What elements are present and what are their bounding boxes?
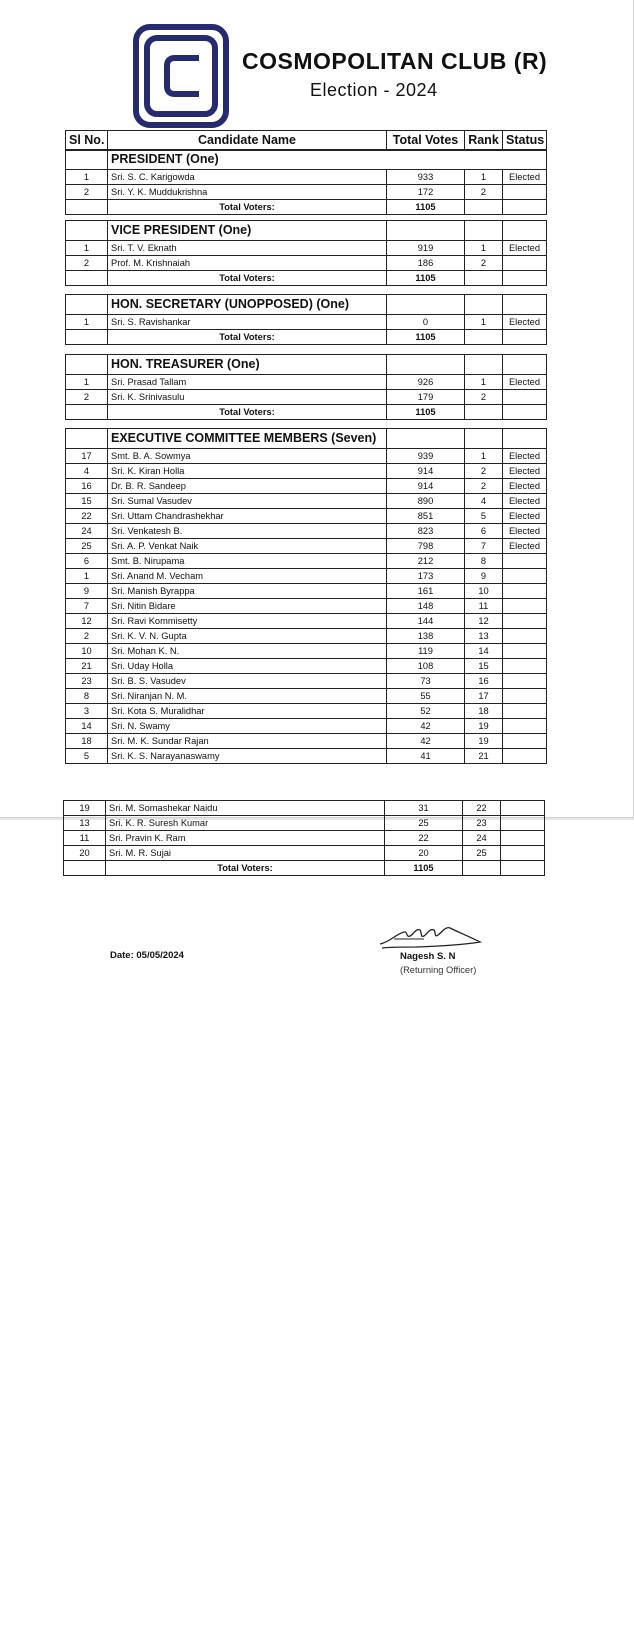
election-title: Election - 2024 [310,80,438,100]
candidate-row [66,569,547,584]
sl-no-cell: 1 [66,315,108,330]
sl-no-cell: 8 [66,689,108,704]
total-voters-row [66,330,547,345]
status-cell [503,390,547,405]
status-cell [503,584,547,599]
rank-cell: 6 [465,524,503,539]
candidate-name-cell: Smt. B. A. Sowmya [108,449,387,464]
candidate-row [66,524,547,539]
candidate-row [66,464,547,479]
total-votes-cell: 933 [387,170,465,185]
candidate-name-cell: Sri. Niranjan N. M. [108,689,387,704]
total-voters-row [66,405,547,420]
candidate-name-cell: Sri. Venkatesh B. [108,524,387,539]
status-cell [503,185,547,200]
status-cell: Elected [503,479,547,494]
candidate-name-cell: Sri. K. Srinivasulu [108,390,387,405]
candidate-name-cell: Sri. Uday Holla [108,659,387,674]
sl-no-cell: 16 [66,479,108,494]
rank-cell: 5 [465,509,503,524]
candidate-name-cell: Sri. Uttam Chandrashekhar [108,509,387,524]
sl-no-cell: 19 [64,801,106,816]
status-cell [503,554,547,569]
status-cell [503,599,547,614]
total-voters-row [64,861,545,876]
total-votes-cell: 890 [387,494,465,509]
sl-no-cell: 5 [66,749,108,764]
total-votes-cell: 22 [385,831,463,846]
rank-cell: 2 [465,464,503,479]
sl-no-cell: 20 [64,846,106,861]
rank-cell: 10 [465,584,503,599]
rank-cell: 19 [465,719,503,734]
candidate-row [66,749,547,764]
total-votes-cell: 108 [387,659,465,674]
candidate-row [66,375,547,390]
total-votes-cell: 42 [387,734,465,749]
rank-cell: 23 [463,816,501,831]
total-voters-value: 1105 [385,861,463,876]
section-table [65,294,547,345]
sl-no-cell: 18 [66,734,108,749]
total-votes-cell: 55 [387,689,465,704]
section-title-row [66,429,547,449]
rank-cell: 24 [463,831,501,846]
empty-cell [66,355,108,375]
total-voters-row [66,271,547,286]
rank-cell: 19 [465,734,503,749]
empty-cell [465,295,503,315]
status-cell: Elected [503,449,547,464]
candidate-name-cell: Dr. B. R. Sandeep [108,479,387,494]
total-voters-label: Total Voters: [108,405,387,420]
status-cell [503,614,547,629]
rank-cell: 2 [465,185,503,200]
empty-cell [64,861,106,876]
candidate-row [66,704,547,719]
candidate-row [64,846,545,861]
status-cell [503,659,547,674]
status-cell: Elected [503,464,547,479]
candidate-name-cell: Sri. Prasad Tallam [108,375,387,390]
total-votes-cell: 172 [387,185,465,200]
section-title-row [66,295,547,315]
sl-no-cell: 2 [66,390,108,405]
sl-no-cell: 22 [66,509,108,524]
candidate-name-cell: Sri. A. P. Venkat Naik [108,539,387,554]
col-rank: Rank [465,131,503,151]
empty-cell [503,295,547,315]
total-votes-cell: 851 [387,509,465,524]
total-votes-cell: 186 [387,256,465,271]
section-table [65,220,547,286]
candidate-row [66,449,547,464]
sl-no-cell: 10 [66,644,108,659]
empty-cell [465,405,503,420]
total-votes-cell: 0 [387,315,465,330]
sl-no-cell: 6 [66,554,108,569]
candidate-name-cell: Sri. B. S. Vasudev [108,674,387,689]
status-cell [503,719,547,734]
candidate-row [66,170,547,185]
candidate-row [66,674,547,689]
candidate-name-cell: Prof. M. Krishnaiah [108,256,387,271]
status-cell [503,749,547,764]
col-candidate-name: Candidate Name [108,131,387,151]
status-cell [503,689,547,704]
executive-table [65,428,547,764]
sl-no-cell: 1 [66,375,108,390]
section-title: HON. SECRETARY (UNOPPOSED) (One) [108,295,387,315]
sl-no-cell: 25 [66,539,108,554]
sl-no-cell: 23 [66,674,108,689]
candidate-row [66,315,547,330]
candidate-name-cell: Sri. N. Swamy [108,719,387,734]
sl-no-cell: 15 [66,494,108,509]
rank-cell: 1 [465,315,503,330]
candidate-name-cell: Sri. K. R. Suresh Kumar [106,816,385,831]
total-votes-cell: 31 [385,801,463,816]
candidate-name-cell: Sri. Anand M. Vecham [108,569,387,584]
total-voters-label: Total Voters: [108,330,387,345]
status-cell: Elected [503,494,547,509]
empty-cell [503,271,547,286]
total-votes-cell: 173 [387,569,465,584]
candidate-row [66,554,547,569]
candidate-name-cell: Sri. Y. K. Muddukrishna [108,185,387,200]
candidate-row [66,614,547,629]
total-voters-value: 1105 [387,405,465,420]
sl-no-cell: 1 [66,170,108,185]
candidate-row [66,256,547,271]
empty-cell [503,200,547,215]
empty-cell [465,355,503,375]
candidate-name-cell: Sri. Sumal Vasudev [108,494,387,509]
status-cell: Elected [503,315,547,330]
candidate-name-cell: Sri. Nitin Bidare [108,599,387,614]
rank-cell: 22 [463,801,501,816]
sl-no-cell: 2 [66,256,108,271]
section-title: EXECUTIVE COMMITTEE MEMBERS (Seven) [108,429,387,449]
empty-cell [503,355,547,375]
total-voters-label: Total Voters: [106,861,385,876]
empty-cell [465,221,503,241]
empty-cell [387,295,465,315]
total-votes-cell: 926 [387,375,465,390]
sl-no-cell: 9 [66,584,108,599]
candidate-row [64,816,545,831]
total-votes-cell: 179 [387,390,465,405]
sl-no-cell: 1 [66,241,108,256]
empty-cell [463,861,501,876]
col-sl-no: Sl No. [66,131,108,151]
executive-table-continued [63,800,545,876]
rank-cell: 8 [465,554,503,569]
sl-no-cell: 4 [66,464,108,479]
empty-cell [387,355,465,375]
candidate-name-cell: Sri. K. Kiran Holla [108,464,387,479]
total-votes-cell: 914 [387,464,465,479]
empty-cell [503,221,547,241]
candidate-name-cell: Sri. Ravi Kommisetty [108,614,387,629]
empty-cell [387,429,465,449]
empty-cell [66,221,108,241]
rank-cell: 13 [465,629,503,644]
empty-cell [465,200,503,215]
signature-image [376,920,486,952]
rank-cell: 1 [465,449,503,464]
rank-cell: 1 [465,241,503,256]
club-logo [133,24,229,128]
candidate-row [66,734,547,749]
rank-cell: 18 [465,704,503,719]
rank-cell: 16 [465,674,503,689]
sl-no-cell: 21 [66,659,108,674]
status-cell [503,674,547,689]
total-votes-cell: 20 [385,846,463,861]
total-votes-cell: 119 [387,644,465,659]
total-votes-cell: 148 [387,599,465,614]
candidate-row [66,599,547,614]
rank-cell: 11 [465,599,503,614]
empty-cell [503,330,547,345]
sl-no-cell: 1 [66,569,108,584]
section-table [65,354,547,420]
candidate-name-cell: Sri. M. K. Sundar Rajan [108,734,387,749]
sl-no-cell: 2 [66,629,108,644]
total-votes-cell: 212 [387,554,465,569]
total-voters-value: 1105 [387,330,465,345]
candidate-name-cell: Sri. K. V. N. Gupta [108,629,387,644]
candidate-row [64,801,545,816]
candidate-row [66,509,547,524]
candidate-name-cell: Sri. Mohan K. N. [108,644,387,659]
sl-no-cell: 2 [66,185,108,200]
status-cell: Elected [503,375,547,390]
returning-officer-name: Nagesh S. N [400,951,456,962]
candidate-row [66,479,547,494]
status-cell [501,846,545,861]
empty-cell [66,405,108,420]
total-votes-cell: 138 [387,629,465,644]
sl-no-cell: 12 [66,614,108,629]
section-title: HON. TREASURER (One) [108,355,387,375]
rank-cell: 17 [465,689,503,704]
candidate-row [66,719,547,734]
rank-cell: 12 [465,614,503,629]
sl-no-cell: 14 [66,719,108,734]
date-label: Date: 05/05/2024 [110,950,184,961]
empty-cell [66,295,108,315]
total-votes-cell: 919 [387,241,465,256]
candidate-row [66,689,547,704]
sl-no-cell: 13 [64,816,106,831]
empty-cell [66,429,108,449]
results-header-table [65,130,547,151]
empty-cell [465,330,503,345]
empty-cell [503,405,547,420]
col-total-votes: Total Votes [387,131,465,151]
total-voters-label: Total Voters: [108,200,387,215]
candidate-row [66,241,547,256]
rank-cell: 25 [463,846,501,861]
rank-cell: 9 [465,569,503,584]
empty-cell [66,150,108,170]
empty-cell [66,271,108,286]
status-cell [503,704,547,719]
candidate-row [66,644,547,659]
rank-cell: 2 [465,479,503,494]
rank-cell: 2 [465,256,503,271]
candidate-name-cell: Sri. T. V. Eknath [108,241,387,256]
candidate-row [64,831,545,846]
total-votes-cell: 914 [387,479,465,494]
returning-officer-title: (Returning Officer) [400,965,477,975]
status-cell: Elected [503,524,547,539]
rank-cell: 7 [465,539,503,554]
candidate-name-cell: Smt. B. Nirupama [108,554,387,569]
empty-cell [465,429,503,449]
candidate-row [66,584,547,599]
total-votes-cell: 161 [387,584,465,599]
section-title: VICE PRESIDENT (One) [108,221,387,241]
status-cell: Elected [503,170,547,185]
empty-cell [387,221,465,241]
candidate-row [66,539,547,554]
candidate-row [66,185,547,200]
candidate-name-cell: Sri. S. Ravishankar [108,315,387,330]
total-votes-cell: 939 [387,449,465,464]
candidate-name-cell: Sri. M. R. Sujai [106,846,385,861]
empty-cell [501,861,545,876]
total-votes-cell: 144 [387,614,465,629]
rank-cell: 1 [465,375,503,390]
sl-no-cell: 7 [66,599,108,614]
status-cell [501,801,545,816]
empty-cell [66,330,108,345]
column-header-row [66,131,547,151]
section-title-row [66,150,547,170]
candidate-row [66,629,547,644]
status-cell [503,734,547,749]
sl-no-cell: 24 [66,524,108,539]
rank-cell: 1 [465,170,503,185]
total-votes-cell: 52 [387,704,465,719]
status-cell [503,629,547,644]
status-cell [503,644,547,659]
section-table [65,149,547,215]
total-votes-cell: 73 [387,674,465,689]
section-title: PRESIDENT (One) [108,150,547,170]
total-voters-row [66,200,547,215]
empty-cell [465,271,503,286]
empty-cell [66,200,108,215]
rank-cell: 4 [465,494,503,509]
sl-no-cell: 11 [64,831,106,846]
total-votes-cell: 25 [385,816,463,831]
total-votes-cell: 42 [387,719,465,734]
col-status: Status [503,131,547,151]
total-votes-cell: 823 [387,524,465,539]
status-cell: Elected [503,539,547,554]
candidate-name-cell: Sri. Kota S. Muralidhar [108,704,387,719]
total-votes-cell: 798 [387,539,465,554]
candidate-name-cell: Sri. M. Somashekar Naidu [106,801,385,816]
candidate-name-cell: Sri. S. C. Karigowda [108,170,387,185]
rank-cell: 21 [465,749,503,764]
total-voters-label: Total Voters: [108,271,387,286]
candidate-name-cell: Sri. Pravin K. Ram [106,831,385,846]
status-cell [501,816,545,831]
candidate-row [66,494,547,509]
rank-cell: 2 [465,390,503,405]
section-title-row [66,355,547,375]
total-voters-value: 1105 [387,200,465,215]
candidate-name-cell: Sri. Manish Byrappa [108,584,387,599]
total-voters-value: 1105 [387,271,465,286]
candidate-name-cell: Sri. K. S. Narayanaswamy [108,749,387,764]
candidate-row [66,659,547,674]
section-title-row [66,221,547,241]
total-votes-cell: 41 [387,749,465,764]
status-cell: Elected [503,241,547,256]
rank-cell: 14 [465,644,503,659]
club-name: COSMOPOLITAN CLUB (R) [242,48,548,74]
status-cell [503,256,547,271]
status-cell [503,569,547,584]
candidate-row [66,390,547,405]
status-cell: Elected [503,509,547,524]
rank-cell: 15 [465,659,503,674]
sl-no-cell: 3 [66,704,108,719]
sl-no-cell: 17 [66,449,108,464]
empty-cell [503,429,547,449]
status-cell [501,831,545,846]
